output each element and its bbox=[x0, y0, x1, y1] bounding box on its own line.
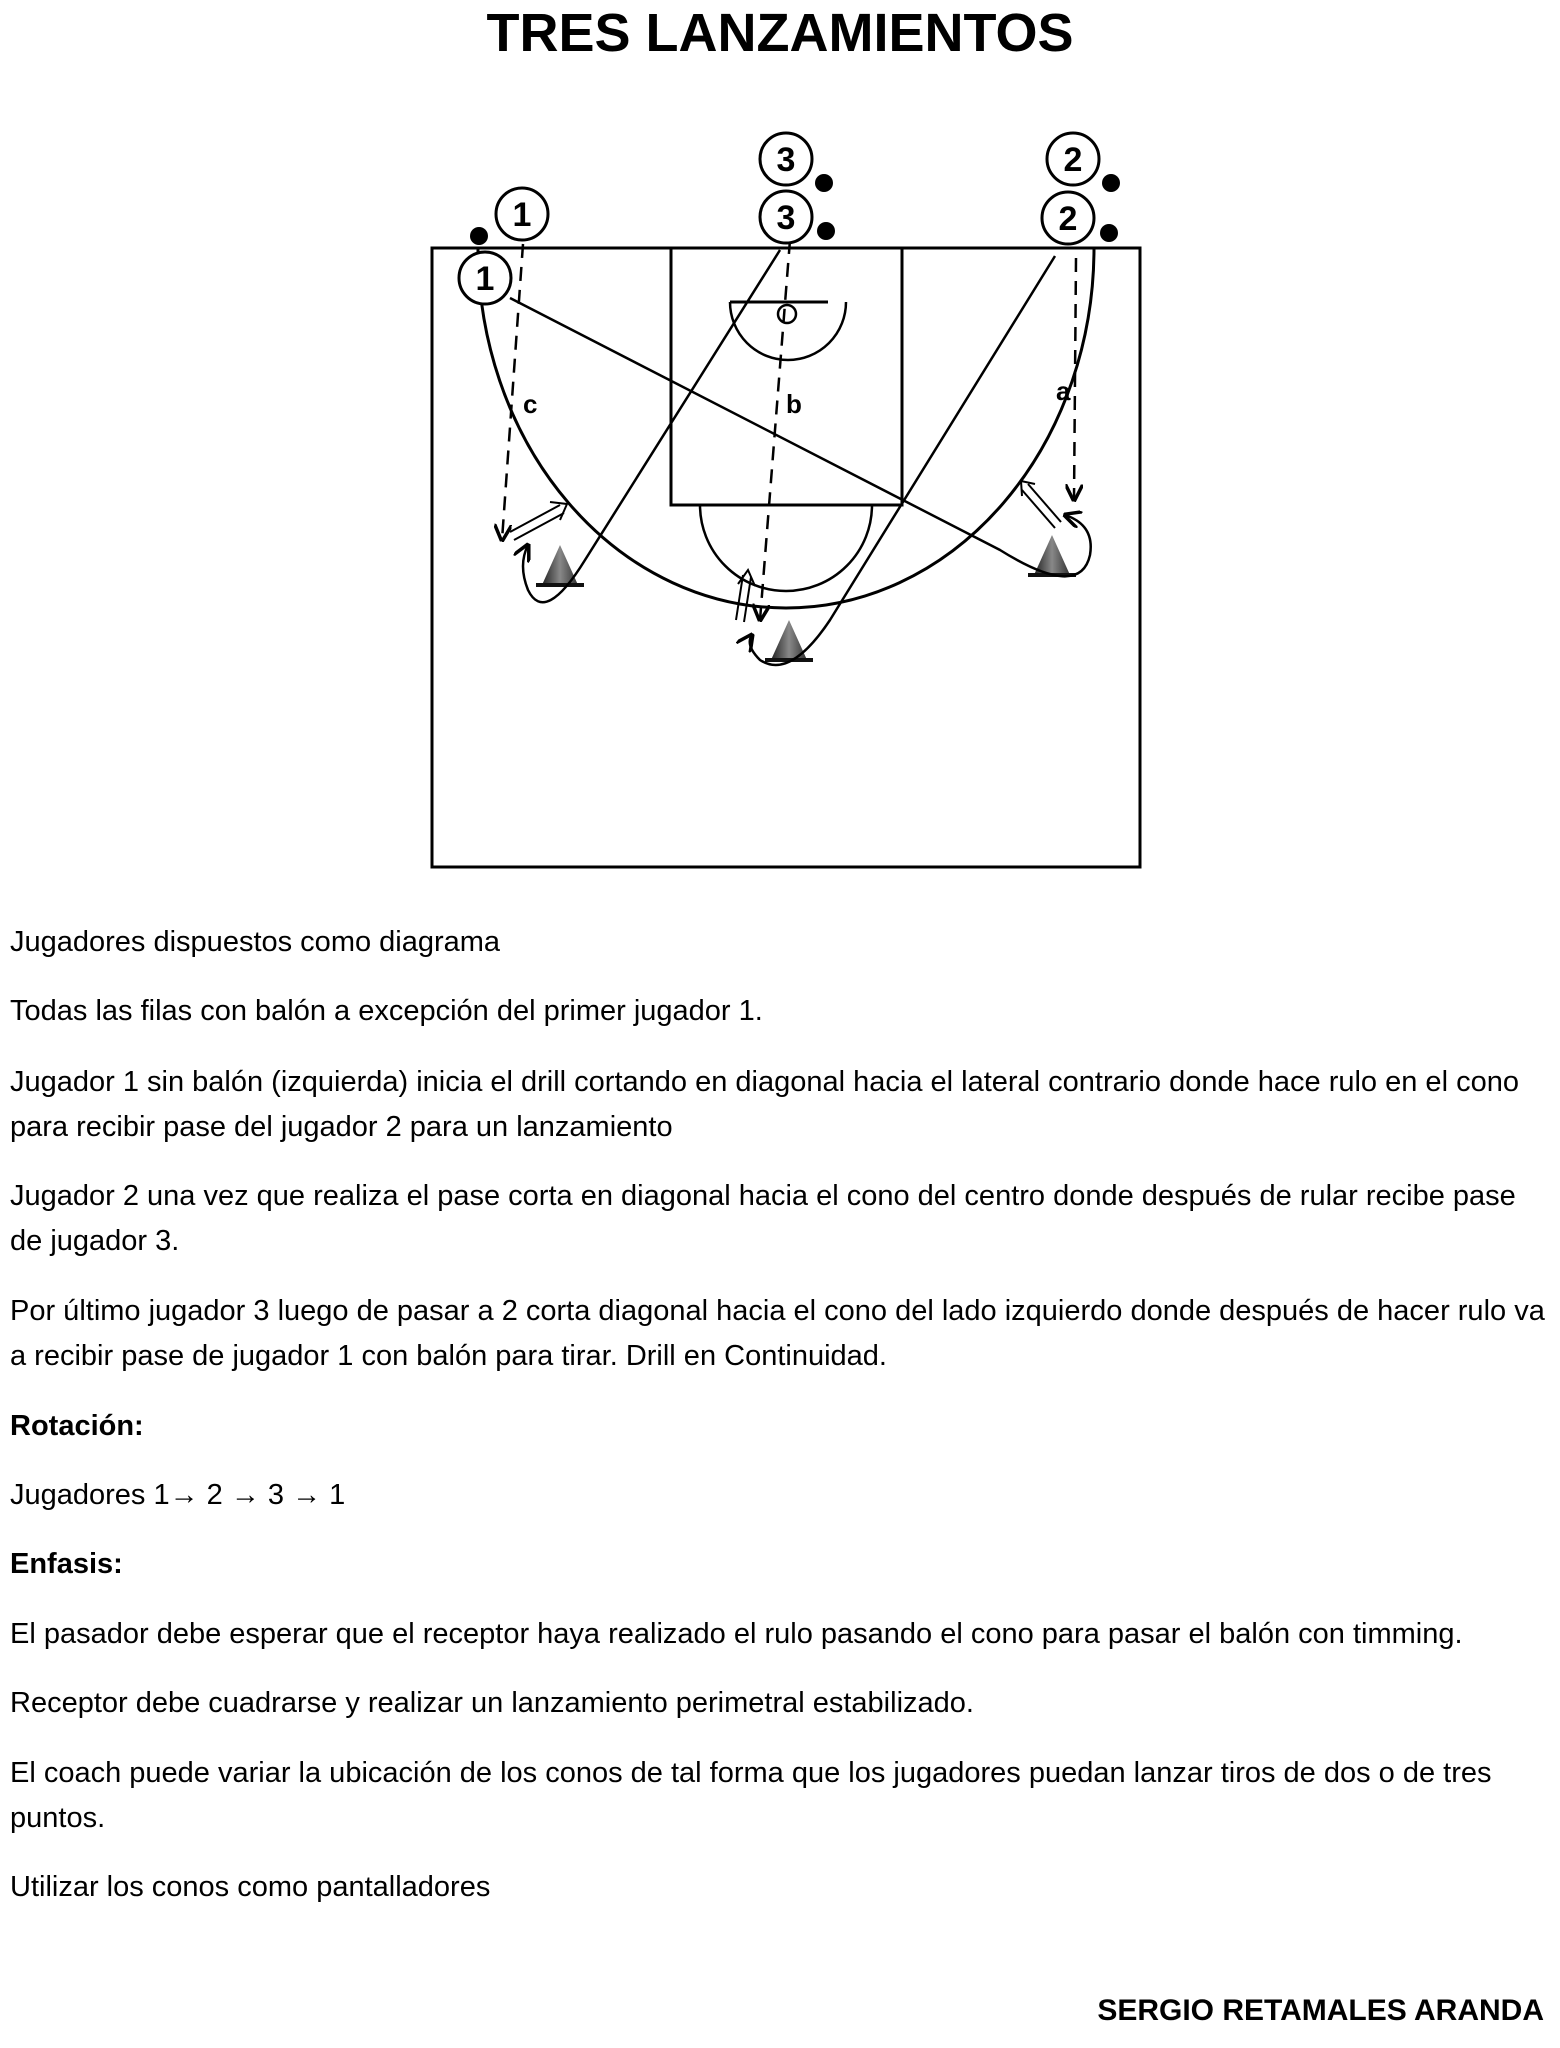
player-2-back bbox=[1047, 133, 1099, 185]
player-label: 2 bbox=[1063, 141, 1083, 179]
ball bbox=[470, 227, 488, 245]
player-label: 1 bbox=[475, 260, 495, 298]
author: SERGIO RETAMALES ARANDA bbox=[1097, 1994, 1544, 2027]
player-label: 2 bbox=[1058, 200, 1078, 238]
restricted-arc bbox=[730, 302, 846, 360]
player-3-back bbox=[760, 133, 812, 185]
ball bbox=[1102, 174, 1120, 192]
emphasis-item: El coach puede variar la ubicación de los conos de tal forma que los jugadores puedan lanzar tiros de dos o de tres puntos. bbox=[10, 1757, 1492, 1834]
rotation-heading: Rotación: bbox=[10, 1410, 144, 1442]
pass-route-a bbox=[1074, 258, 1076, 500]
paragraph: Jugadores dispuestos como diagrama bbox=[10, 926, 501, 958]
player-label: 3 bbox=[776, 141, 796, 179]
player-label: 3 bbox=[776, 199, 796, 237]
receive-arrow-right bbox=[1021, 481, 1061, 528]
ball bbox=[1100, 224, 1118, 242]
rotation-text: Jugadores 1→ 2 → 3 → 1 bbox=[10, 1479, 346, 1511]
emphasis-item: Utilizar los conos como pantalladores bbox=[10, 1871, 491, 1903]
player-1-back bbox=[496, 188, 548, 240]
paragraph: Todas las filas con balón a excepción del primer jugador 1. bbox=[10, 995, 763, 1027]
cone-left bbox=[536, 545, 584, 585]
player-1-front bbox=[459, 252, 511, 304]
emphasis-item: El pasador debe esperar que el receptor haya realizado el rulo pasando el cono para pasar el balón con timming. bbox=[10, 1618, 1463, 1650]
rim bbox=[778, 305, 796, 323]
paragraph: Jugador 1 sin balón (izquierda) inicia el drill cortando en diagonal hacia el lateral contrario donde hace rulo en el cono para recibir pase del jugador 2 para un lanzamiento bbox=[10, 1066, 1519, 1143]
route-label-b: b bbox=[786, 389, 802, 419]
player-3-front bbox=[760, 191, 812, 243]
emphasis-heading: Enfasis: bbox=[10, 1548, 123, 1580]
court-boundary bbox=[432, 248, 1140, 867]
receive-arrow-left bbox=[510, 502, 567, 540]
court-diagram bbox=[0, 0, 1560, 880]
cone-center bbox=[765, 620, 813, 660]
route-label-c: c bbox=[523, 389, 538, 419]
ball bbox=[815, 174, 833, 192]
route-label-a: a bbox=[1056, 376, 1071, 406]
paragraph: Por último jugador 3 luego de pasar a 2 corta diagonal hacia el cono del lado izquierdo donde después de hacer rulo va a recibir pase de jugador 1 con balón para tirar. Drill en Continuidad. bbox=[10, 1295, 1545, 1372]
emphasis-item: Receptor debe cuadrarse y realizar un lanzamiento perimetral estabilizado. bbox=[10, 1687, 974, 1719]
paragraph: Jugador 2 una vez que realiza el pase corta en diagonal hacia el cono del centro donde después de rular recibe pase de jugador 3. bbox=[10, 1180, 1516, 1257]
page-title: TRES LANZAMIENTOS bbox=[486, 3, 1074, 63]
player-2-front bbox=[1042, 192, 1094, 244]
free-throw-arc bbox=[700, 505, 872, 591]
player-label: 1 bbox=[512, 196, 532, 234]
ball bbox=[817, 222, 835, 240]
